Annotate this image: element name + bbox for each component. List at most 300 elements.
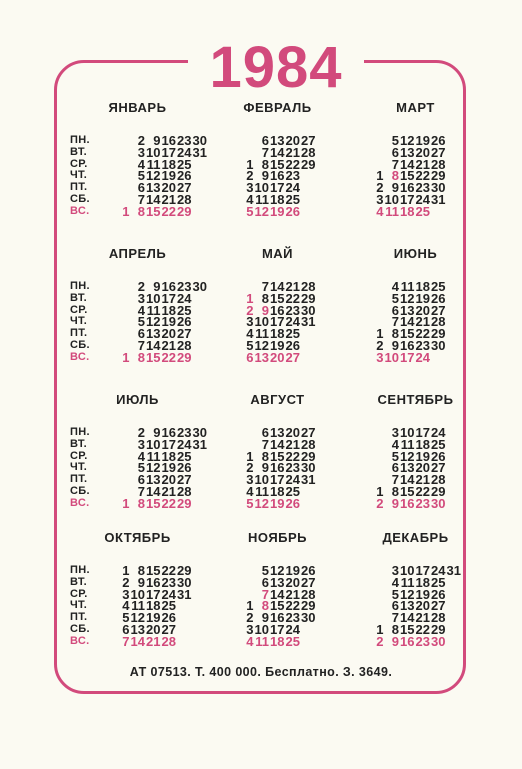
day-cell: 11: [255, 633, 269, 649]
day-cell: 21: [415, 610, 430, 626]
day-cell: 25: [285, 483, 300, 499]
day-cell: 30: [431, 633, 446, 649]
weekday-label: ПТ.: [70, 327, 88, 340]
day-cell: 31: [301, 472, 316, 488]
day-cell: 28: [431, 314, 446, 330]
day-cell: 19: [161, 168, 176, 184]
day-cell: 7: [261, 436, 269, 452]
day-cell: 21: [161, 483, 176, 499]
day-cell: 23: [177, 425, 192, 440]
weekday-row: [114, 156, 207, 172]
day-cell: 10: [254, 621, 269, 637]
day-cell: 31: [431, 191, 446, 207]
day-cell: 1: [246, 598, 254, 614]
day-cell: 18: [415, 574, 430, 590]
day-cell: 11: [131, 598, 145, 614]
day-cell: 15: [270, 290, 285, 306]
day-cell: 1: [246, 290, 254, 306]
weekday-label: ПН.: [70, 426, 90, 438]
day-cell: 21: [285, 436, 300, 452]
weekday-row: [368, 574, 461, 590]
day-cell: 1: [122, 349, 130, 365]
day-cell: 17: [400, 191, 415, 207]
month-block: [70, 530, 205, 650]
day-cell: 6: [261, 574, 269, 590]
day-cell: 13: [400, 598, 415, 614]
month-name: ИЮЛЬ: [116, 392, 159, 407]
day-cell: 1: [376, 326, 384, 342]
day-cell: 18: [400, 203, 415, 219]
day-cell: 11: [146, 302, 161, 318]
day-cell: 20: [161, 326, 176, 342]
month-name: МАРТ: [396, 100, 435, 115]
month-block: [210, 392, 345, 512]
weekday-row: [368, 495, 446, 511]
day-cell: 8: [391, 168, 399, 184]
day-cell: 5: [137, 168, 145, 184]
weekday-label: СР.: [70, 157, 88, 170]
day-cell: 11: [400, 574, 415, 590]
day-cell: 18: [270, 326, 285, 342]
day-cell: 5: [391, 133, 399, 148]
month-name: СЕНТЯБРЬ: [377, 392, 454, 407]
day-cell: 4: [391, 436, 399, 452]
day-cell: 24: [177, 290, 192, 306]
day-cell: 6: [246, 349, 254, 365]
day-cell: 18: [161, 448, 176, 464]
weekday-row: [114, 448, 207, 464]
day-cell: 17: [146, 586, 161, 602]
day-cell: 3: [246, 621, 254, 637]
day-cell: 28: [177, 191, 192, 207]
day-cell: 5: [261, 563, 269, 578]
day-cell: 10: [384, 191, 399, 207]
day-cell: 16: [400, 180, 415, 196]
day-cell: 24: [161, 586, 176, 602]
day-cell: 15: [270, 448, 285, 464]
day-cell: 2: [137, 425, 145, 440]
day-cell: 28: [301, 436, 316, 452]
day-cell: 14: [130, 633, 145, 649]
day-cell: 12: [146, 314, 161, 330]
day-cell: 9: [391, 180, 399, 196]
weekday-label: ЧТ.: [70, 461, 88, 474]
day-cell: 30: [301, 460, 316, 476]
day-cell: 2: [246, 460, 254, 476]
day-cell: 5: [246, 203, 254, 219]
day-cell: 27: [301, 133, 316, 148]
day-cell: 6: [391, 460, 399, 476]
day-cell: 14: [270, 436, 285, 452]
day-cell: 24: [431, 425, 446, 440]
day-cell: 27: [431, 144, 446, 160]
day-cell: 14: [400, 156, 415, 172]
day-cell: 12: [146, 460, 161, 476]
day-cell: 7: [391, 472, 399, 488]
day-cell: 14: [146, 337, 161, 353]
weekday-row: [114, 495, 207, 511]
day-cell: 14: [270, 279, 285, 294]
day-cell: 27: [177, 326, 192, 342]
weekday-label: СБ.: [70, 192, 90, 205]
day-cell: 29: [177, 563, 192, 578]
day-cell: 3: [246, 472, 254, 488]
day-cell: 7: [261, 144, 269, 160]
weekday-label: СР.: [70, 449, 88, 462]
day-cell: 11: [400, 436, 415, 452]
day-cell: 23: [415, 180, 430, 196]
day-cell: 24: [415, 349, 430, 365]
day-cell: 4: [246, 191, 254, 207]
day-cell: 6: [137, 472, 145, 488]
day-cell: 4: [137, 156, 145, 172]
weekday-label: СР.: [70, 303, 88, 316]
day-cell: 22: [285, 156, 300, 172]
month-block: [210, 530, 345, 650]
day-cell: 4: [246, 326, 254, 342]
weekday-label: ЧТ.: [70, 169, 88, 182]
weekday-row: [114, 203, 207, 219]
day-cell: 18: [270, 483, 285, 499]
day-cell: 30: [301, 302, 316, 318]
day-cell: 18: [146, 598, 161, 614]
day-grid: [368, 565, 461, 648]
weekday-label: СР.: [70, 587, 88, 600]
day-cell: 8: [137, 495, 145, 511]
day-cell: 30: [431, 180, 446, 196]
day-cell: 9: [137, 574, 145, 590]
day-grid: [238, 427, 316, 510]
day-cell: 19: [415, 586, 430, 602]
day-cell: 15: [146, 349, 161, 365]
day-cell: 7: [261, 279, 269, 294]
day-cell: 19: [270, 495, 285, 511]
day-cell: 5: [391, 290, 399, 306]
day-cell: 22: [285, 290, 300, 306]
day-cell: 26: [177, 168, 192, 184]
weekday-label: ВТ.: [70, 575, 87, 588]
weekday-row: [238, 633, 316, 649]
day-cell: 16: [270, 168, 285, 184]
day-cell: 15: [400, 168, 415, 184]
day-cell: 21: [415, 472, 430, 488]
day-cell: 21: [285, 279, 300, 294]
day-cell: 24: [285, 314, 300, 330]
weekday-label: ПН.: [70, 564, 90, 576]
day-cell: 20: [161, 180, 176, 196]
day-cell: 10: [146, 436, 161, 452]
weekday-label: ВС.: [70, 350, 90, 363]
day-cell: 3: [376, 349, 384, 365]
day-cell: 9: [391, 495, 399, 511]
day-cell: 26: [301, 563, 316, 578]
day-cell: 7: [137, 483, 145, 499]
day-cell: 17: [415, 563, 430, 578]
day-cell: 11: [255, 191, 269, 207]
day-cell: 12: [254, 337, 269, 353]
day-cell: 22: [415, 483, 430, 499]
day-cell: 11: [146, 448, 161, 464]
day-cell: 12: [146, 168, 161, 184]
day-cell: 5: [246, 337, 254, 353]
weekday-row: [114, 302, 207, 318]
weekday-labels: [70, 135, 96, 218]
day-cell: 11: [255, 326, 269, 342]
day-cell: 6: [261, 133, 269, 148]
day-cell: 25: [431, 436, 446, 452]
day-cell: 26: [431, 133, 446, 148]
day-cell: 28: [431, 610, 446, 626]
day-cell: 15: [270, 156, 285, 172]
weekday-row: [114, 436, 207, 452]
day-cell: 14: [146, 483, 161, 499]
weekday-row: [114, 633, 192, 649]
day-cell: 21: [161, 191, 176, 207]
day-cell: 28: [301, 586, 316, 602]
month-name: ДЕКАБРЬ: [382, 530, 449, 545]
day-cell: 4: [137, 302, 145, 318]
day-cell: 23: [177, 279, 192, 294]
day-cell: 11: [255, 483, 269, 499]
day-cell: 19: [161, 460, 176, 476]
day-cell: 10: [254, 180, 269, 196]
day-cell: 25: [415, 203, 430, 219]
day-cell: 31: [301, 314, 316, 330]
month-name: МАЙ: [261, 246, 294, 261]
day-cell: 24: [177, 144, 192, 160]
day-grid: [114, 427, 207, 510]
day-cell: 18: [415, 436, 430, 452]
day-cell: 29: [177, 203, 192, 219]
day-cell: 7: [391, 610, 399, 626]
day-cell: 10: [400, 425, 415, 440]
day-cell: 7: [137, 191, 145, 207]
month-name: ОКТЯБРЬ: [104, 530, 171, 545]
weekday-label: ПТ.: [70, 181, 88, 194]
day-cell: 6: [391, 302, 399, 318]
day-cell: 23: [285, 302, 300, 318]
day-cell: 25: [285, 633, 300, 649]
day-cell: 11: [146, 156, 161, 172]
day-cell: 4: [137, 448, 145, 464]
weekday-label: СБ.: [70, 622, 90, 635]
day-cell: 10: [254, 472, 269, 488]
day-cell: 23: [285, 610, 300, 626]
day-cell: 12: [130, 610, 145, 626]
day-cell: 3: [246, 314, 254, 330]
weekday-label: ПТ.: [70, 611, 88, 624]
month-block: [210, 246, 345, 366]
day-cell: 23: [415, 337, 430, 353]
day-cell: 9: [153, 425, 161, 440]
day-cell: 27: [431, 302, 446, 318]
day-cell: 30: [301, 610, 316, 626]
day-cell: 8: [137, 203, 145, 219]
weekday-row: [368, 633, 461, 649]
day-cell: 13: [270, 574, 285, 590]
weekday-row: [114, 281, 207, 293]
day-cell: 19: [415, 290, 430, 306]
day-cell: 17: [270, 472, 285, 488]
day-cell: 9: [261, 610, 269, 626]
day-cell: 5: [122, 610, 130, 626]
day-cell: 20: [285, 133, 300, 148]
day-cell: 2: [376, 633, 384, 649]
day-cell: 25: [177, 448, 192, 464]
day-cell: 1: [246, 156, 254, 172]
day-cell: 26: [285, 337, 300, 353]
day-cell: 16: [161, 279, 176, 294]
day-cell: 6: [261, 425, 269, 440]
month-name: АВГУСТ: [250, 392, 305, 407]
day-cell: 8: [391, 326, 399, 342]
day-cell: 2: [246, 302, 254, 318]
day-cell: 27: [431, 460, 446, 476]
day-cell: 8: [391, 483, 399, 499]
day-cell: 26: [285, 203, 300, 219]
day-cell: 4: [376, 203, 384, 219]
day-cell: 7: [137, 337, 145, 353]
day-cell: 17: [270, 621, 285, 637]
day-cell: 12: [400, 133, 415, 148]
day-cell: 8: [261, 448, 269, 464]
day-grid: [238, 565, 316, 648]
day-cell: 26: [431, 448, 446, 464]
day-cell: 28: [431, 472, 446, 488]
day-cell: 2: [122, 574, 130, 590]
day-cell: 12: [254, 203, 269, 219]
day-cell: 10: [384, 349, 399, 365]
day-cell: 30: [192, 133, 207, 148]
day-cell: 20: [415, 460, 430, 476]
day-cell: 15: [270, 598, 285, 614]
day-cell: 1: [376, 168, 384, 184]
day-cell: 29: [301, 156, 316, 172]
day-cell: 16: [270, 460, 285, 476]
day-cell: 29: [177, 495, 192, 511]
day-cell: 2: [137, 133, 145, 148]
day-cell: 13: [254, 349, 269, 365]
day-grid: [114, 565, 192, 648]
day-cell: 6: [122, 621, 130, 637]
day-cell: 4: [391, 279, 399, 294]
day-cell: 15: [400, 326, 415, 342]
day-cell: 14: [400, 472, 415, 488]
day-cell: 25: [161, 598, 176, 614]
day-cell: 19: [270, 203, 285, 219]
day-cell: 21: [415, 314, 430, 330]
day-cell: 29: [301, 598, 316, 614]
day-cell: 28: [301, 279, 316, 294]
day-cell: 15: [146, 495, 161, 511]
weekday-row: [238, 349, 316, 365]
day-cell: 8: [261, 290, 269, 306]
day-cell: 26: [431, 586, 446, 602]
day-cell: 1: [122, 563, 130, 578]
day-cell: 20: [415, 598, 430, 614]
day-cell: 3: [122, 586, 130, 602]
day-cell: 16: [270, 302, 285, 318]
day-cell: 2: [137, 279, 145, 294]
day-cell: 3: [137, 436, 145, 452]
day-grid: [114, 135, 207, 218]
day-cell: 28: [177, 337, 192, 353]
weekday-label: ВТ.: [70, 145, 87, 158]
day-cell: 13: [270, 425, 285, 440]
day-cell: 4: [122, 598, 130, 614]
day-cell: 5: [391, 586, 399, 602]
day-cell: 27: [177, 180, 192, 196]
day-cell: 3: [246, 180, 254, 196]
weekday-label: ВС.: [70, 204, 90, 217]
day-cell: 29: [431, 326, 446, 342]
day-cell: 22: [161, 495, 176, 511]
day-cell: 1: [122, 495, 130, 511]
day-cell: 19: [270, 337, 285, 353]
weekday-row: [114, 170, 207, 182]
weekday-label: СБ.: [70, 484, 90, 497]
day-cell: 13: [400, 302, 415, 318]
day-cell: 20: [415, 144, 430, 160]
day-cell: 9: [391, 337, 399, 353]
month-block: [348, 530, 483, 650]
day-cell: 10: [400, 563, 415, 578]
day-grid: [368, 427, 446, 510]
weekday-label: ЧТ.: [70, 599, 88, 612]
day-grid: [368, 281, 446, 364]
day-cell: 4: [246, 633, 254, 649]
day-cell: 19: [285, 563, 300, 578]
day-cell: 1: [376, 621, 384, 637]
day-cell: 19: [415, 133, 430, 148]
day-cell: 8: [137, 563, 145, 578]
day-cell: 12: [254, 495, 269, 511]
day-cell: 17: [270, 180, 285, 196]
day-cell: 16: [400, 337, 415, 353]
day-grid: [238, 135, 316, 218]
day-cell: 20: [161, 472, 176, 488]
day-cell: 17: [161, 290, 176, 306]
day-cell: 22: [285, 448, 300, 464]
day-cell: 30: [431, 495, 446, 511]
weekday-labels: [70, 427, 96, 510]
day-cell: 31: [177, 586, 192, 602]
day-cell: 23: [285, 460, 300, 476]
day-cell: 16: [400, 495, 415, 511]
day-cell: 18: [161, 302, 176, 318]
day-cell: 16: [161, 425, 176, 440]
day-cell: 20: [285, 425, 300, 440]
day-cell: 6: [137, 180, 145, 196]
weekday-label: ПТ.: [70, 473, 88, 486]
day-cell: 27: [431, 598, 446, 614]
day-cell: 27: [285, 349, 300, 365]
day-cell: 17: [400, 349, 415, 365]
day-cell: 28: [301, 144, 316, 160]
day-cell: 21: [285, 586, 300, 602]
day-cell: 20: [146, 621, 161, 637]
month-name: ИЮНЬ: [393, 246, 438, 261]
day-cell: 27: [177, 472, 192, 488]
weekday-row: [114, 316, 207, 328]
day-cell: 10: [146, 144, 161, 160]
day-cell: 2: [246, 168, 254, 184]
day-cell: 11: [385, 203, 399, 219]
weekday-label: ПН.: [70, 280, 90, 292]
day-cell: 9: [261, 302, 269, 318]
month-name: ЯНВАРЬ: [108, 100, 167, 115]
day-cell: 5: [137, 314, 145, 330]
